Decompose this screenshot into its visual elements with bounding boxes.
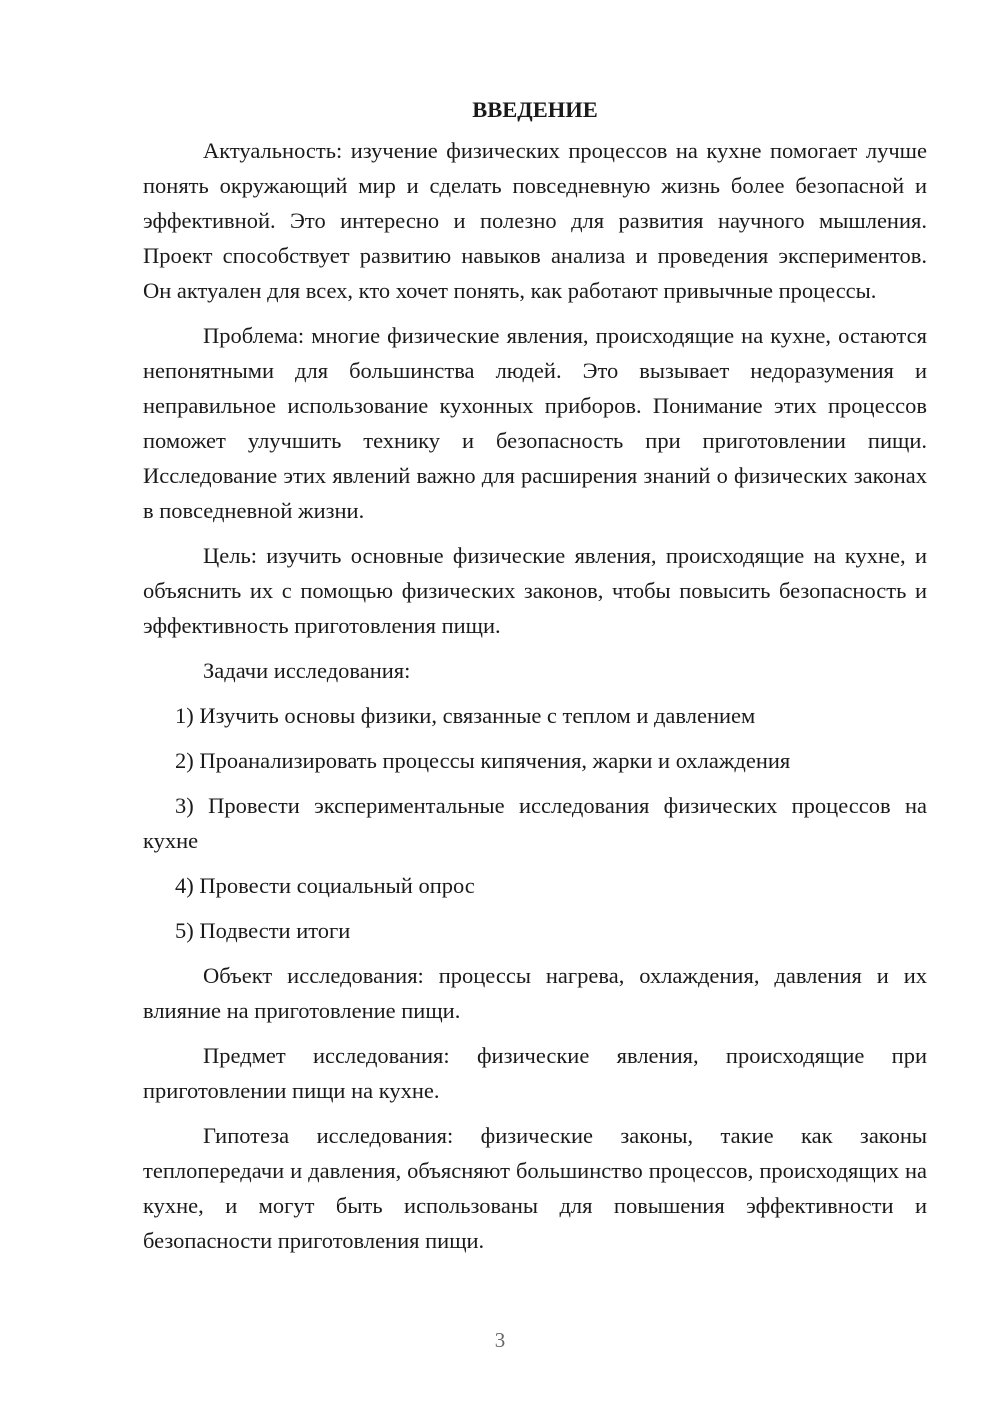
object-paragraph: Объект исследования: процессы нагрева, охлаждения, давления и их влияние на приготовление пищи. [143, 963, 927, 1023]
hypothesis-paragraph: Гипотеза исследования: физические законы, такие как законы теплопередачи и давления, объясняют большинство процессов, происходящих на кухне, и могут быть использованы для повышения эффективности и безопасности приготовления пищи. [143, 1123, 927, 1253]
list-item: 5) Подвести итоги [175, 918, 351, 943]
document-body [143, 92, 927, 1268]
goal-paragraph: Цель: изучить основные физические явления, происходящие на кухне, и объяснить их с помощью физических законов, чтобы повысить безопасность и эффективность приготовления пищи. [143, 543, 927, 638]
tasks-list [143, 698, 927, 948]
page-number: 3 [494, 1328, 506, 1352]
list-item: 1) Изучить основы физики, связанные с теплом и давлением [175, 703, 756, 728]
subject-paragraph: Предмет исследования: физические явления, происходящие при приготовлении пищи на кухне. [143, 1043, 927, 1103]
list-item: 2) Проанализировать процессы кипячения, жарки и охлаждения [175, 748, 791, 773]
list-item: 4) Провести социальный опрос [175, 873, 475, 898]
relevance-paragraph: Актуальность: изучение физических процессов на кухне помогает лучше понять окружающий мир и сделать повседневную жизнь более безопасной и эффективной. Это интересно и полезно для развития научного мышления. Проект способствует развитию навыков анализа и проведения экспериментов. Он актуален для всех, кто хочет понять, как работают привычные процессы. [143, 138, 927, 303]
problem-paragraph: Проблема: многие физические явления, происходящие на кухне, остаются непонятными для большинства людей. Это вызывает недоразумения и неправильное использование кухонных приборов. Понимание этих процессов поможет улучшить технику и безопасность при приготовлении пищи. Исследование этих явлений важно для расширения знаний о физических законах в повседневной жизни. [143, 323, 927, 523]
list-item: 3) Провести экспериментальные исследования физических процессов на кухне [143, 793, 927, 853]
tasks-label: Задачи исследования: [203, 658, 411, 683]
page-title: ВВЕДЕНИЕ [472, 97, 598, 122]
